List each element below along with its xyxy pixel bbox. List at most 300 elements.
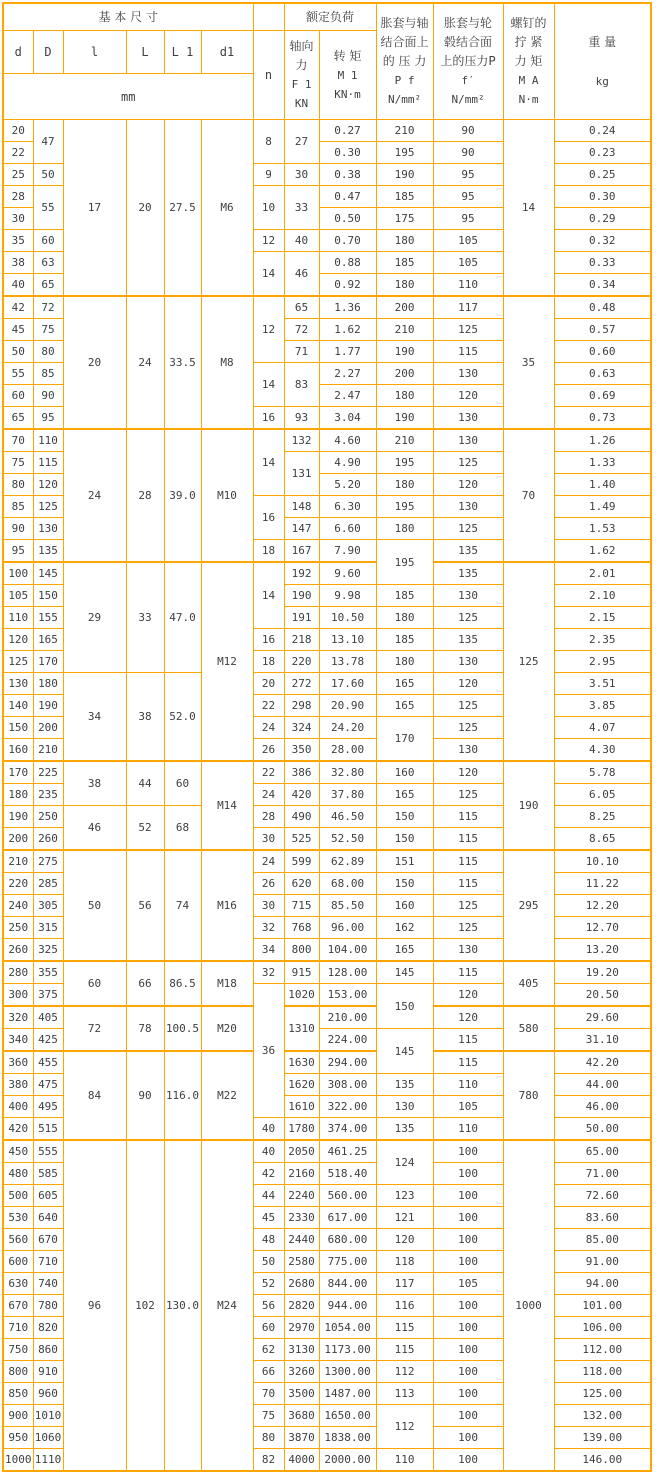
cell-Pf2: 90 <box>433 120 503 142</box>
cell-Pf2: 95 <box>433 208 503 230</box>
cell-Pf: 151 <box>376 850 433 873</box>
cell-kg: 1.26 <box>554 429 651 452</box>
cell-M1: 46.50 <box>319 806 376 828</box>
cell-Pf: 130 <box>376 1096 433 1118</box>
cell-l: 50 <box>63 850 126 961</box>
header-weight-unit: kg <box>595 74 609 88</box>
cell-Pf: 190 <box>376 407 433 430</box>
cell-MA: 125 <box>503 562 554 761</box>
cell-M1: 1838.00 <box>319 1427 376 1449</box>
cell-M1: 17.60 <box>319 673 376 695</box>
cell-F1: 132 <box>284 429 319 452</box>
cell-d: 250 <box>3 917 33 939</box>
cell-M1: 1.62 <box>319 319 376 341</box>
cell-l: 29 <box>63 562 126 673</box>
cell-D: 1110 <box>33 1449 63 1472</box>
cell-d: 30 <box>3 208 33 230</box>
cell-d: 110 <box>3 607 33 629</box>
cell-D: 780 <box>33 1295 63 1317</box>
cell-Pf: 120 <box>376 1229 433 1251</box>
header-hub-pressure-symbol: f′ <box>461 74 475 87</box>
cell-F1: 3260 <box>284 1361 319 1383</box>
cell-M1: 775.00 <box>319 1251 376 1273</box>
cell-d1: M12 <box>201 562 253 761</box>
cell-kg: 0.25 <box>554 164 651 186</box>
cell-Pf: 180 <box>376 274 433 297</box>
cell-Pf2: 105 <box>433 1096 503 1118</box>
cell-l: 24 <box>63 429 126 562</box>
cell-M1: 461.25 <box>319 1140 376 1163</box>
header-screw-torque-unit: N·m <box>518 93 539 106</box>
cell-M1: 560.00 <box>319 1185 376 1207</box>
cell-Pf: 200 <box>376 363 433 385</box>
cell-M1: 96.00 <box>319 917 376 939</box>
cell-F1: 386 <box>284 761 319 784</box>
cell-Pf2: 125 <box>433 319 503 341</box>
cell-n: 36 <box>253 984 284 1118</box>
cell-M1: 0.27 <box>319 120 376 142</box>
cell-kg: 132.00 <box>554 1405 651 1427</box>
cell-l: 17 <box>63 120 126 297</box>
cell-F1: 2820 <box>284 1295 319 1317</box>
cell-D: 47 <box>33 120 63 164</box>
header-rated-load-label: 额定负荷 <box>306 9 355 24</box>
cell-kg: 4.30 <box>554 739 651 762</box>
cell-d: 710 <box>3 1317 33 1339</box>
cell-D: 165 <box>33 629 63 651</box>
cell-F1: 71 <box>284 341 319 363</box>
cell-F1: 915 <box>284 961 319 984</box>
cell-d: 750 <box>3 1339 33 1361</box>
cell-D: 710 <box>33 1251 63 1273</box>
cell-M1: 1173.00 <box>319 1339 376 1361</box>
cell-M1: 24.20 <box>319 717 376 739</box>
cell-kg: 0.23 <box>554 142 651 164</box>
cell-F1: 3680 <box>284 1405 319 1427</box>
cell-d: 900 <box>3 1405 33 1427</box>
cell-D: 225 <box>33 761 63 784</box>
cell-F1: 3130 <box>284 1339 319 1361</box>
cell-d: 28 <box>3 186 33 208</box>
header-n-spacer <box>253 3 284 31</box>
cell-kg: 20.50 <box>554 984 651 1007</box>
cell-n: 16 <box>253 629 284 651</box>
cell-d: 630 <box>3 1273 33 1295</box>
cell-Pf: 170 <box>376 717 433 762</box>
cell-d: 100 <box>3 562 33 585</box>
header-shaft-pressure-line: 的 压 力 <box>382 54 427 68</box>
cell-D: 1010 <box>33 1405 63 1427</box>
cell-M1: 68.00 <box>319 873 376 895</box>
cell-Pf: 175 <box>376 208 433 230</box>
header-hub-pressure-line: 胀套与轮 <box>444 16 493 30</box>
cell-Pf: 200 <box>376 296 433 319</box>
cell-d: 95 <box>3 540 33 563</box>
cell-d: 130 <box>3 673 33 695</box>
cell-M1: 3.04 <box>319 407 376 430</box>
header-hub-pressure-unit: N/mm² <box>451 93 485 106</box>
cell-L1: 47.0 <box>164 562 201 673</box>
cell-d: 25 <box>3 164 33 186</box>
cell-D: 72 <box>33 296 63 319</box>
cell-n: 18 <box>253 651 284 673</box>
cell-d: 300 <box>3 984 33 1007</box>
cell-Pf2: 125 <box>433 518 503 540</box>
cell-Pf2: 115 <box>433 873 503 895</box>
cell-F1: 33 <box>284 186 319 230</box>
cell-D: 50 <box>33 164 63 186</box>
cell-Pf: 117 <box>376 1273 433 1295</box>
cell-kg: 85.00 <box>554 1229 651 1251</box>
cell-l: 84 <box>63 1051 126 1140</box>
cell-n: 26 <box>253 873 284 895</box>
cell-Pf2: 100 <box>433 1405 503 1427</box>
cell-D: 110 <box>33 429 63 452</box>
cell-d: 260 <box>3 939 33 962</box>
cell-D: 130 <box>33 518 63 540</box>
cell-Pf: 185 <box>376 585 433 607</box>
cell-M1: 0.38 <box>319 164 376 186</box>
cell-M1: 518.40 <box>319 1163 376 1185</box>
cell-Pf2: 100 <box>433 1163 503 1185</box>
cell-Pf2: 115 <box>433 828 503 851</box>
cell-d: 320 <box>3 1006 33 1029</box>
cell-Pf2: 100 <box>433 1185 503 1207</box>
header-hub-pressure-line: 上的压力P <box>440 54 496 68</box>
cell-Pf: 135 <box>376 1118 433 1141</box>
cell-Pf2: 135 <box>433 562 503 585</box>
cell-d1: M18 <box>201 961 253 1006</box>
cell-Pf: 165 <box>376 695 433 717</box>
table-row <box>3 562 651 585</box>
cell-d: 85 <box>3 496 33 518</box>
cell-M1: 13.78 <box>319 651 376 673</box>
cell-Pf2: 130 <box>433 739 503 762</box>
cell-F1: 27 <box>284 120 319 164</box>
cell-D: 55 <box>33 186 63 230</box>
cell-Pf2: 125 <box>433 895 503 917</box>
cell-D: 180 <box>33 673 63 695</box>
cell-d: 500 <box>3 1185 33 1207</box>
header-weight <box>554 3 651 120</box>
cell-Pf: 180 <box>376 474 433 496</box>
cell-Pf2: 110 <box>433 1074 503 1096</box>
cell-F1: 715 <box>284 895 319 917</box>
cell-D: 670 <box>33 1229 63 1251</box>
cell-M1: 1300.00 <box>319 1361 376 1383</box>
cell-M1: 224.00 <box>319 1029 376 1052</box>
header-col-D: D <box>33 31 63 74</box>
cell-F1: 525 <box>284 828 319 851</box>
cell-d: 800 <box>3 1361 33 1383</box>
cell-d1: M14 <box>201 761 253 850</box>
cell-D: 355 <box>33 961 63 984</box>
cell-kg: 4.07 <box>554 717 651 739</box>
cell-F1: 2050 <box>284 1140 319 1163</box>
header-col-d: d <box>3 31 33 74</box>
cell-F1: 2240 <box>284 1185 319 1207</box>
header-torque-unit: KN·m <box>334 87 361 101</box>
cell-D: 585 <box>33 1163 63 1185</box>
cell-kg: 1.49 <box>554 496 651 518</box>
cell-Pf2: 125 <box>433 917 503 939</box>
cell-d: 170 <box>3 761 33 784</box>
cell-F1: 272 <box>284 673 319 695</box>
cell-D: 960 <box>33 1383 63 1405</box>
cell-l: 20 <box>63 296 126 429</box>
cell-L1: 68 <box>164 806 201 851</box>
cell-kg: 8.65 <box>554 828 651 851</box>
cell-L: 102 <box>126 1140 164 1471</box>
cell-kg: 72.60 <box>554 1185 651 1207</box>
cell-Pf: 150 <box>376 806 433 828</box>
cell-kg: 29.60 <box>554 1006 651 1029</box>
cell-d: 480 <box>3 1163 33 1185</box>
cell-D: 740 <box>33 1273 63 1295</box>
cell-MA: 405 <box>503 961 554 1006</box>
cell-D: 210 <box>33 739 63 762</box>
cell-L: 28 <box>126 429 164 562</box>
cell-F1: 2680 <box>284 1273 319 1295</box>
cell-n: 30 <box>253 895 284 917</box>
header-screw-torque <box>503 3 554 120</box>
cell-kg: 2.15 <box>554 607 651 629</box>
cell-kg: 0.60 <box>554 341 651 363</box>
cell-d: 120 <box>3 629 33 651</box>
header-rated-load <box>284 3 376 31</box>
cell-Pf: 185 <box>376 252 433 274</box>
cell-L1: 74 <box>164 850 201 961</box>
cell-n: 24 <box>253 850 284 873</box>
cell-Pf2: 100 <box>433 1427 503 1449</box>
cell-L: 20 <box>126 120 164 297</box>
cell-n: 28 <box>253 806 284 828</box>
cell-Pf: 115 <box>376 1339 433 1361</box>
cell-d: 65 <box>3 407 33 430</box>
cell-F1: 3500 <box>284 1383 319 1405</box>
cell-Pf: 150 <box>376 873 433 895</box>
cell-M1: 4.60 <box>319 429 376 452</box>
cell-M1: 5.20 <box>319 474 376 496</box>
cell-D: 65 <box>33 274 63 297</box>
cell-M1: 374.00 <box>319 1118 376 1141</box>
cell-M1: 294.00 <box>319 1051 376 1074</box>
cell-F1: 1780 <box>284 1118 319 1141</box>
cell-Pf2: 130 <box>433 939 503 962</box>
header-basic-dimensions-label: 基 本 尺 寸 <box>98 9 158 24</box>
cell-kg: 0.24 <box>554 120 651 142</box>
cell-kg: 106.00 <box>554 1317 651 1339</box>
cell-D: 910 <box>33 1361 63 1383</box>
cell-M1: 6.60 <box>319 518 376 540</box>
cell-kg: 118.00 <box>554 1361 651 1383</box>
cell-F1: 490 <box>284 806 319 828</box>
cell-F1: 192 <box>284 562 319 585</box>
cell-D: 250 <box>33 806 63 828</box>
cell-L1: 39.0 <box>164 429 201 562</box>
cell-d: 220 <box>3 873 33 895</box>
cell-Pf: 150 <box>376 828 433 851</box>
cell-kg: 0.34 <box>554 274 651 297</box>
cell-F1: 768 <box>284 917 319 939</box>
cell-kg: 12.20 <box>554 895 651 917</box>
cell-kg: 10.10 <box>554 850 651 873</box>
cell-Pf: 112 <box>376 1405 433 1449</box>
cell-L1: 100.5 <box>164 1006 201 1051</box>
cell-D: 125 <box>33 496 63 518</box>
cell-Pf2: 100 <box>433 1207 503 1229</box>
cell-n: 16 <box>253 496 284 540</box>
cell-Pf2: 110 <box>433 1118 503 1141</box>
cell-d1: M6 <box>201 120 253 297</box>
header-shaft-pressure-line: 胀套与轴 <box>380 16 429 30</box>
cell-Pf2: 125 <box>433 452 503 474</box>
cell-M1: 680.00 <box>319 1229 376 1251</box>
cell-F1: 65 <box>284 296 319 319</box>
cell-M1: 1.77 <box>319 341 376 363</box>
cell-F1: 1620 <box>284 1074 319 1096</box>
cell-MA: 580 <box>503 1006 554 1051</box>
table-row <box>3 850 651 873</box>
cell-L: 78 <box>126 1006 164 1051</box>
cell-L: 38 <box>126 673 164 762</box>
cell-n: 44 <box>253 1185 284 1207</box>
cell-kg: 13.20 <box>554 939 651 962</box>
cell-M1: 844.00 <box>319 1273 376 1295</box>
cell-d: 530 <box>3 1207 33 1229</box>
cell-Pf2: 120 <box>433 673 503 695</box>
cell-M1: 944.00 <box>319 1295 376 1317</box>
cell-Pf: 180 <box>376 385 433 407</box>
cell-Pf2: 135 <box>433 540 503 563</box>
cell-Pf: 180 <box>376 651 433 673</box>
cell-M1: 1.36 <box>319 296 376 319</box>
cell-D: 95 <box>33 407 63 430</box>
cell-M1: 1487.00 <box>319 1383 376 1405</box>
cell-n: 12 <box>253 296 284 363</box>
cell-kg: 0.30 <box>554 186 651 208</box>
cell-d: 75 <box>3 452 33 474</box>
cell-n: 56 <box>253 1295 284 1317</box>
header-axial-force-line: 力 <box>295 58 308 72</box>
cell-Pf2: 100 <box>433 1383 503 1405</box>
cell-Pf: 118 <box>376 1251 433 1273</box>
table-row <box>3 1051 651 1074</box>
header-torque-symbol: M 1 <box>337 68 358 82</box>
cell-M1: 2.27 <box>319 363 376 385</box>
cell-n: 66 <box>253 1361 284 1383</box>
cell-n: 80 <box>253 1427 284 1449</box>
cell-kg: 3.85 <box>554 695 651 717</box>
header-hub-pressure <box>433 3 503 120</box>
cell-n: 14 <box>253 363 284 407</box>
cell-d: 22 <box>3 142 33 164</box>
cell-F1: 167 <box>284 540 319 563</box>
cell-Pf: 180 <box>376 230 433 252</box>
cell-d: 55 <box>3 363 33 385</box>
cell-F1: 148 <box>284 496 319 518</box>
cell-Pf2: 120 <box>433 761 503 784</box>
cell-l: 46 <box>63 806 126 851</box>
header-screw-torque-line: 螺钉的 <box>510 16 547 30</box>
cell-D: 135 <box>33 540 63 563</box>
cell-n: 9 <box>253 164 284 186</box>
cell-kg: 1.40 <box>554 474 651 496</box>
cell-Pf: 195 <box>376 540 433 585</box>
cell-D: 375 <box>33 984 63 1007</box>
cell-d: 380 <box>3 1074 33 1096</box>
cell-kg: 31.10 <box>554 1029 651 1052</box>
cell-d: 40 <box>3 274 33 297</box>
cell-n: 14 <box>253 252 284 297</box>
cell-MA: 295 <box>503 850 554 961</box>
cell-F1: 3870 <box>284 1427 319 1449</box>
cell-M1: 6.30 <box>319 496 376 518</box>
cell-Pf2: 120 <box>433 1006 503 1029</box>
header-axial-force <box>284 31 319 120</box>
cell-L1: 130.0 <box>164 1140 201 1471</box>
table-row <box>3 429 651 452</box>
cell-d: 420 <box>3 1118 33 1141</box>
cell-Pf2: 115 <box>433 1051 503 1074</box>
cell-kg: 5.78 <box>554 761 651 784</box>
cell-kg: 2.95 <box>554 651 651 673</box>
header-shaft-pressure-line: 结合面上 <box>380 35 429 49</box>
cell-M1: 32.80 <box>319 761 376 784</box>
cell-Pf: 150 <box>376 984 433 1029</box>
cell-Pf2: 110 <box>433 274 503 297</box>
cell-M1: 9.60 <box>319 562 376 585</box>
cell-kg: 0.57 <box>554 319 651 341</box>
cell-Pf: 116 <box>376 1295 433 1317</box>
cell-d: 20 <box>3 120 33 142</box>
cell-kg: 0.29 <box>554 208 651 230</box>
cell-d: 180 <box>3 784 33 806</box>
cell-Pf: 210 <box>376 319 433 341</box>
cell-kg: 3.51 <box>554 673 651 695</box>
cell-kg: 0.32 <box>554 230 651 252</box>
header-screw-torque-line: 力 矩 <box>514 54 543 68</box>
cell-F1: 131 <box>284 452 319 496</box>
cell-L1: 27.5 <box>164 120 201 297</box>
cell-n: 30 <box>253 828 284 851</box>
cell-F1: 1630 <box>284 1051 319 1074</box>
cell-D: 325 <box>33 939 63 962</box>
cell-kg: 94.00 <box>554 1273 651 1295</box>
cell-D: 75 <box>33 319 63 341</box>
cell-n: 60 <box>253 1317 284 1339</box>
header-screw-torque-symbol: M A <box>518 74 539 87</box>
cell-F1: 2970 <box>284 1317 319 1339</box>
header-shaft-pressure-unit: N/mm² <box>387 93 422 106</box>
cell-Pf2: 130 <box>433 496 503 518</box>
cell-Pf: 165 <box>376 939 433 962</box>
cell-M1: 153.00 <box>319 984 376 1007</box>
table-body <box>3 120 651 1472</box>
cell-n: 22 <box>253 761 284 784</box>
cell-Pf2: 105 <box>433 230 503 252</box>
cell-Pf2: 100 <box>433 1295 503 1317</box>
cell-D: 90 <box>33 385 63 407</box>
table-row <box>3 673 651 695</box>
cell-Pf2: 125 <box>433 695 503 717</box>
cell-F1: 93 <box>284 407 319 430</box>
cell-Pf2: 100 <box>433 1339 503 1361</box>
cell-F1: 420 <box>284 784 319 806</box>
cell-Pf2: 100 <box>433 1449 503 1472</box>
cell-d: 90 <box>3 518 33 540</box>
cell-d: 450 <box>3 1140 33 1163</box>
